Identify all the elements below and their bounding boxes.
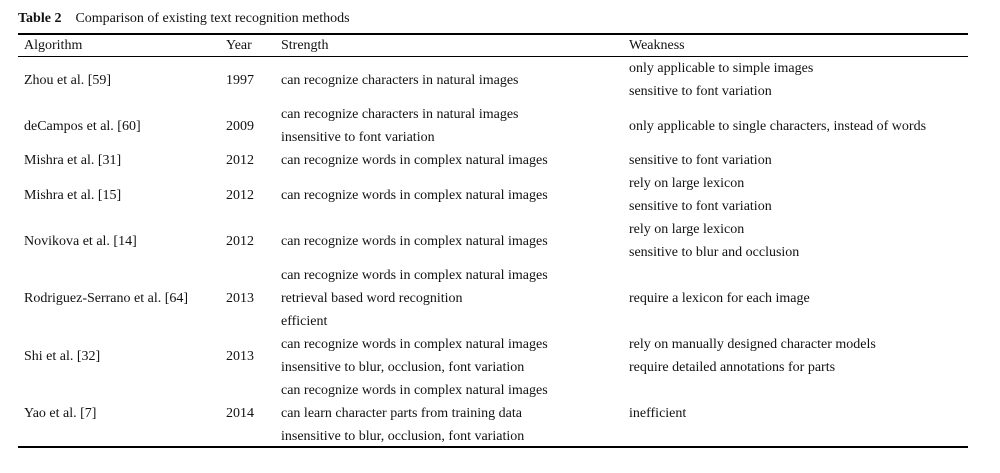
table-row (0, 103, 1000, 149)
cell-strength-line: can recognize characters in natural images (281, 107, 519, 122)
cell-strength-line: can recognize words in complex natural images (281, 383, 548, 398)
cell-year (226, 103, 254, 149)
table-label: Table 2 (18, 11, 62, 26)
table-row (0, 149, 1000, 172)
cell-strength-line: can learn character parts from training data (281, 406, 522, 421)
cell-weakness-line: sensitive to font variation (629, 199, 772, 214)
cell-weakness (629, 172, 772, 218)
table-title: Comparison of existing text recognition methods (75, 11, 350, 26)
cell-strength-line: can recognize words in complex natural images (281, 337, 548, 352)
cell-year-line: 2013 (226, 291, 254, 306)
header-year: Year (226, 38, 252, 53)
cell-algorithm-line: Zhou et al. [59] (24, 72, 112, 88)
table-row (0, 57, 1000, 103)
cell-weakness-line: rely on large lexicon (629, 176, 745, 191)
cell-algorithm (24, 103, 141, 149)
header-strength: Strength (281, 38, 329, 53)
cell-weakness-line: rely on manually designed character models (629, 337, 876, 352)
cell-strength (281, 172, 548, 218)
cell-algorithm-line: Rodriguez-Serrano et al. [64] (24, 291, 189, 306)
cell-weakness-line: rely on large lexicon (629, 222, 745, 237)
cell-year-line: 2009 (226, 118, 254, 134)
cell-algorithm-line: Mishra et al. [15] (24, 187, 122, 203)
cell-strength-line: retrieval based word recognition (281, 291, 463, 306)
cell-algorithm (24, 149, 121, 172)
cell-strength-line: can recognize words in complex natural images (281, 187, 548, 203)
table-header (0, 35, 1000, 56)
cell-weakness (629, 103, 926, 149)
table-row (0, 379, 1000, 448)
cell-strength (281, 57, 518, 103)
cell-weakness-line: require detailed annotations for parts (629, 360, 836, 375)
cell-year (226, 379, 254, 448)
cell-algorithm-line: Novikova et al. [14] (24, 233, 137, 249)
cell-weakness-line: require a lexicon for each image (629, 291, 810, 306)
cell-strength (281, 264, 548, 333)
cell-weakness-line: inefficient (629, 406, 687, 421)
header-algorithm: Algorithm (24, 38, 83, 53)
cell-algorithm (24, 172, 121, 218)
cell-year-line: 2014 (226, 406, 254, 421)
cell-strength-line: insensitive to blur, occlusion, font variation (281, 429, 525, 444)
cell-year (226, 264, 254, 333)
cell-strength-line: can recognize words in complex natural images (281, 153, 548, 168)
cell-algorithm (24, 333, 100, 379)
cell-algorithm (24, 57, 111, 103)
cell-algorithm (24, 218, 137, 264)
cell-strength (281, 379, 548, 448)
cell-weakness-line: only applicable to single characters, instead of words (629, 118, 927, 134)
table-row (0, 172, 1000, 218)
cell-algorithm (24, 379, 96, 448)
cell-strength-line: insensitive to blur, occlusion, font variation (281, 360, 525, 375)
cell-algorithm-line: Shi et al. [32] (24, 348, 101, 364)
cell-strength (281, 218, 548, 264)
header-weakness: Weakness (629, 38, 685, 53)
cell-strength-line: can recognize words in complex natural images (281, 233, 548, 249)
cell-weakness (629, 333, 876, 379)
cell-year-line: 2012 (226, 153, 254, 168)
table-caption (18, 10, 350, 28)
cell-algorithm (24, 264, 188, 333)
cell-weakness (629, 218, 799, 264)
cell-weakness-line: only applicable to simple images (629, 61, 814, 76)
cell-weakness (629, 149, 772, 172)
bottom-rule (18, 446, 968, 448)
cell-strength-line: insensitive to font variation (281, 130, 435, 145)
cell-weakness-line: sensitive to blur and occlusion (629, 245, 800, 260)
cell-strength-line: can recognize words in complex natural images (281, 268, 548, 283)
cell-algorithm-line: deCampos et al. [60] (24, 118, 141, 134)
cell-algorithm-line: Mishra et al. [31] (24, 153, 122, 168)
cell-year-line: 2012 (226, 187, 254, 203)
table-row (0, 218, 1000, 264)
cell-year-line: 1997 (226, 72, 254, 88)
cell-weakness-line: sensitive to font variation (629, 84, 772, 99)
table-row (0, 264, 1000, 333)
cell-year-line: 2012 (226, 233, 254, 249)
cell-strength (281, 333, 548, 379)
cell-weakness-line: sensitive to font variation (629, 153, 772, 168)
table-row (0, 333, 1000, 379)
cell-strength (281, 103, 518, 149)
cell-strength-line: can recognize characters in natural images (281, 72, 519, 88)
cell-algorithm-line: Yao et al. [7] (24, 406, 97, 421)
cell-year (226, 149, 254, 172)
cell-weakness (629, 264, 810, 333)
cell-year (226, 172, 254, 218)
cell-year (226, 218, 254, 264)
cell-year-line: 2013 (226, 348, 254, 364)
cell-strength (281, 149, 548, 172)
cell-strength-line: efficient (281, 314, 328, 329)
cell-weakness (629, 379, 686, 448)
cell-year (226, 57, 254, 103)
cell-weakness (629, 57, 813, 103)
cell-year (226, 333, 254, 379)
